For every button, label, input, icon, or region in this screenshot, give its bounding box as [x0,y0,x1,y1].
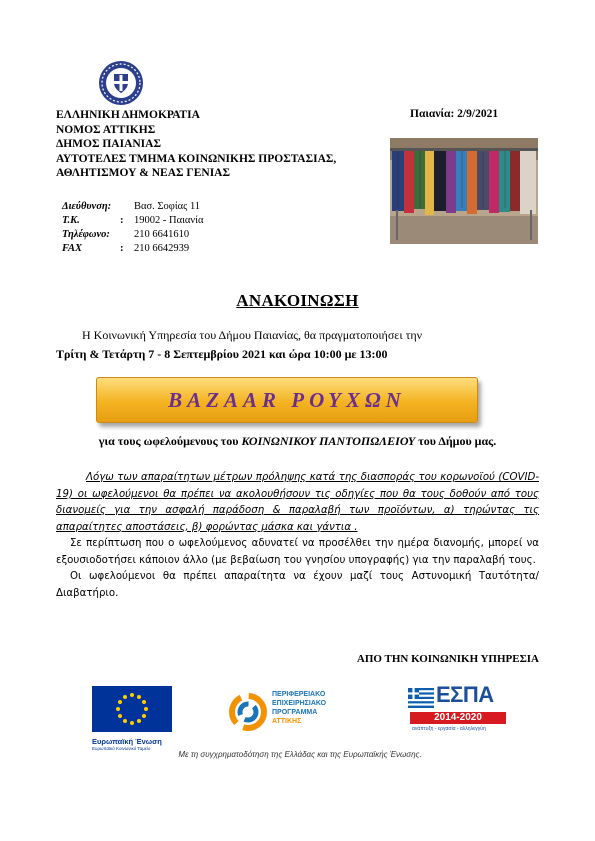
authorization-paragraph: Σε περίπτωση που ο ωφελούμενος αδυνατεί να προσέλθει την ημέρα διανομής, μπορεί να εξουσιοδοτήσει κάποιον άλλο (με βεβαίωση του γνησίου υπογραφής) για την παραλαβή τους. [56,538,539,566]
pep-line: ΕΠΙΧΕΙΡΗΣΙΑΚΟ [272,700,327,707]
contact-row: Τηλέφωνο: 210 6641610 [62,229,190,240]
pep-attikis-logo [228,688,368,732]
espa-logo [408,684,508,734]
clothing-rack-photo [390,138,538,244]
greek-emblem-icon [98,60,144,106]
issuer-header [56,108,336,181]
covid-measures-paragraph: Λόγω των απαραίτητων μέτρων πρόληψης κατά της διασποράς του κορωνοϊού (COVID-19) οι ωφελούμενοι θα πρέπει να ακολουθήσουν τις οδηγίες που θα τους δοθούν από τους διανομείς για την ασφαλή παράδοση & παραλαβή των προϊόντων, α) τηρώντας τις απαραίτητες αποστάσεις, β) φορώντας μάσκα και γάντια . [56,472,539,533]
document-date: Παιανία: 2/9/2021 [410,108,499,120]
id-requirement-paragraph: Οι ωφελούμενοι θα πρέπει απαραίτητα να έχουν μαζί τους Αστυνομική Ταυτότητα/Διαβατήριο. [56,571,539,599]
event-datetime: Τρίτη & Τετάρτη 7 - 8 Σεπτεμβρίου 2021 και ώρα 10:00 με 13:00 [56,347,388,361]
social-grocery-name: ΚΟΙΝΩΝΙΚΟΥ ΠΑΝΤΟΠΩΛΕΙΟΥ [241,434,416,448]
pep-line: ΑΤΤΙΚΗΣ [272,718,302,725]
bazaar-banner-text: BAZAAR ΡΟΥΧΩΝ [168,387,406,412]
intro-paragraph [56,326,539,364]
header-line: ΑΘΛΗΤΙΣΜΟΥ & ΝΕΑΣ ΓΕΝΙΑΣ [56,167,230,180]
header-line: ΕΛΛΗΝΙΚΗ ΔΗΜΟΚΡΑΤΙΑ [56,109,200,121]
contact-row: FAX : 210 6642939 [62,243,190,254]
pep-swirl-icon [228,692,268,732]
eu-flag-icon [92,686,172,732]
bazaar-banner [96,377,478,423]
contact-row: Διεύθυνση: Βασ. Σοφίας 11 [62,201,201,212]
espa-tagline: ανάπτυξη - εργασία - αλληλεγγύη [412,726,486,732]
audience-line: για τους ωφελούμενους του ΚΟΙΝΩΝΙΚΟΥ ΠΑΝΤΟΠΩΛΕΙΟΥ του Δήμου μας. [98,434,497,448]
eu-label: Ευρωπαϊκή Ένωση [92,737,162,746]
cofunding-caption: Με τη συγχρηματοδότηση της Ελλάδας και της Ευρωπαϊκής Ένωσης. [178,750,422,759]
espa-years: 2014-2020 [410,712,506,724]
eu-logo [92,686,172,752]
contact-details [62,200,203,256]
eu-fund-label: Ευρωπαϊκό Κοινωνικό Ταμείο [92,746,151,751]
espa-title: ΕΣΠΑ [436,682,494,707]
header-line: ΔΗΜΟΣ ΠΑΙΑΝΙΑΣ [56,138,161,151]
header-line: ΝΟΜΟΣ ΑΤΤΙΚΗΣ [56,123,156,136]
greek-flag-icon [408,688,434,708]
announcement-title: ΑΝΑΚΟΙΝΩΣΗ [236,291,359,310]
header-line: ΑΥΤΟΤΕΛΕΣ ΤΜΗΜΑ ΚΟΙΝΩΝΙΚΗΣ ΠΡΟΣΤΑΣΙΑΣ, [56,152,337,165]
instructions-body [56,470,539,602]
signature: ΑΠΟ ΤΗΝ ΚΟΙΝΩΝΙΚΗ ΥΠΗΡΕΣΙΑ [356,653,539,665]
pep-line: ΠΡΟΓΡΑΜΜΑ [272,709,318,716]
intro-text: Η Κοινωνική Υπηρεσία του Δήμου Παιανίας, θα πραγματοποιήσει την [82,328,423,342]
contact-row: Τ.Κ. : 19002 - Παιανία [62,215,204,226]
pep-line: ΠΕΡΙΦΕΡΕΙΑΚΟ [272,691,326,698]
